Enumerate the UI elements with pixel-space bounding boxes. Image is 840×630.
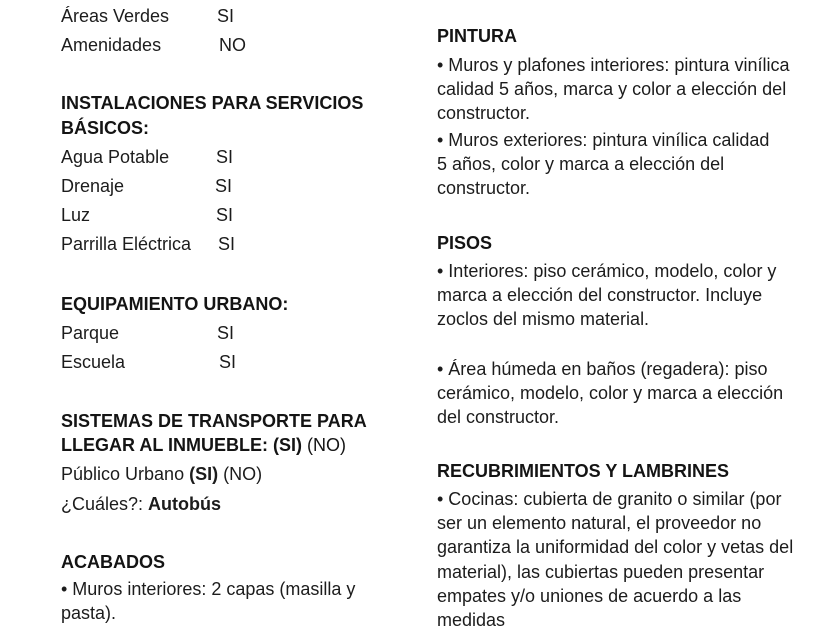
value: SI: [216, 147, 234, 167]
label: Público Urbano: [61, 464, 190, 484]
heading-pintura: PINTURA: [437, 26, 517, 46]
heading-equipamiento: EQUIPAMIENTO URBANO:: [61, 294, 289, 314]
value: SI: [217, 323, 235, 343]
pisos-item-1: • Interiores: piso cerámico, modelo, color y marca a elección del constructor. Incluye zoclos del mismo material.: [437, 261, 777, 330]
heading-transporte-2-text: LLEGAR AL INMUEBLE:: [61, 435, 273, 455]
heading-acabados: ACABADOS: [61, 552, 166, 572]
heading-instalaciones-1: INSTALACIONES PARA SERVICIOS: [61, 93, 364, 113]
publico-si: (SI): [189, 464, 219, 484]
row-publico-urbano: [61, 463, 262, 485]
transporte-no: (NO): [302, 435, 346, 455]
value: SI: [219, 352, 237, 372]
label: Luz: [61, 205, 91, 225]
value: NO: [219, 35, 246, 55]
pintura-item-1: • Muros y plafones interiores: pintura vinílica calidad 5 años, marca y color a elección del constructor.: [437, 55, 790, 124]
heading-pisos: PISOS: [437, 233, 493, 253]
heading-transporte-1: SISTEMAS DE TRANSPORTE PARA: [61, 411, 367, 431]
value: SI: [215, 176, 233, 196]
transporte-si: (SI): [273, 435, 302, 455]
label: Parque: [61, 323, 120, 343]
heading-recubrimientos: RECUBRIMIENTOS Y LAMBRINES: [437, 461, 730, 481]
row-cuales: [61, 493, 221, 515]
value: SI: [218, 234, 236, 254]
heading-instalaciones-2: BÁSICOS:: [61, 118, 150, 138]
heading-transporte-2: [61, 433, 346, 457]
pintura-item-2: • Muros exteriores: pintura vinílica calidad 5 años, color y marca a elección del constructor.: [437, 130, 770, 199]
acabados-item: • Muros interiores: 2 capas (masilla y pasta).: [61, 579, 356, 624]
publico-no: (NO): [218, 464, 263, 484]
label: Áreas Verdes: [61, 6, 170, 26]
label: Parrilla Eléctrica: [61, 234, 192, 254]
label: ¿Cuáles?:: [61, 494, 149, 514]
value: SI: [216, 205, 234, 225]
label: Amenidades: [61, 35, 162, 55]
value: SI: [217, 6, 235, 26]
label: Drenaje: [61, 176, 125, 196]
pisos-item-2: • Área húmeda en baños (regadera): piso cerámico, modelo, color y marca a elección del constructor.: [437, 359, 784, 428]
recubrimientos-item: • Cocinas: cubierta de granito o similar (por ser un elemento natural, el proveedor no garantiza la uniformidad del color y vetas del material), las cubiertas pueden presentar empates y/o uniones de acuerdo a las medidas: [437, 489, 794, 630]
label: Agua Potable: [61, 147, 170, 167]
label: Escuela: [61, 352, 126, 372]
value: Autobús: [148, 494, 222, 514]
